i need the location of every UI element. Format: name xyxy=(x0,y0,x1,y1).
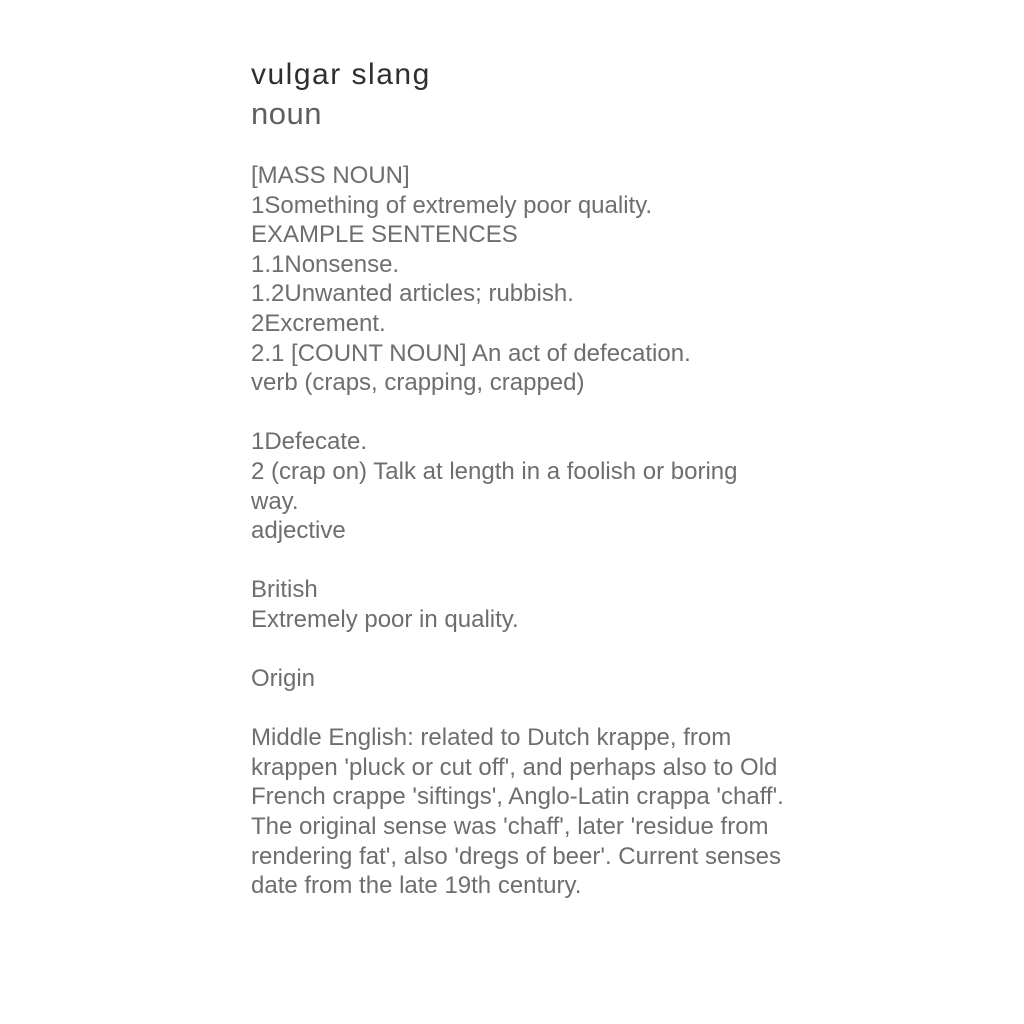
entry-line: EXAMPLE SENTENCES xyxy=(251,221,518,249)
entry-line: krappen 'pluck or cut off', and perhaps also to Old xyxy=(251,753,778,781)
register-label: vulgar slang xyxy=(251,58,431,91)
entry-line: rendering fat', also 'dregs of beer'. Current senses xyxy=(251,842,782,870)
entry-line: 1Something of extremely poor quality. xyxy=(251,191,653,219)
entry-line: 1.1Nonsense. xyxy=(251,250,400,278)
entry-line: date from the late 19th century. xyxy=(251,872,582,900)
origin-heading-block xyxy=(251,664,891,694)
entry-body xyxy=(251,161,891,901)
entry-line: [MASS NOUN] xyxy=(251,162,410,189)
entry-line: 2 (crap on) Talk at length in a foolish or boring xyxy=(251,457,738,485)
entry-line: British xyxy=(251,576,318,604)
entry-line: Extremely poor in quality. xyxy=(251,605,519,633)
entry-line: 2Excrement. xyxy=(251,309,386,337)
entry-line: Middle English: related to Dutch krappe, from xyxy=(251,724,732,752)
part-of-speech-heading: noun xyxy=(251,96,322,131)
origin-heading: Origin xyxy=(251,665,316,693)
entry-line: 1Defecate. xyxy=(251,428,368,456)
adjective-sense-block xyxy=(251,575,891,634)
entry-line: verb (craps, crapping, crapped) xyxy=(251,369,585,397)
entry-content xyxy=(251,56,891,901)
entry-line: The original sense was 'chaff', later 'residue from xyxy=(251,813,769,841)
etymology-block xyxy=(251,723,891,901)
entry-line: way. xyxy=(251,487,299,515)
noun-senses-block xyxy=(251,161,891,398)
entry-line: 1.2Unwanted articles; rubbish. xyxy=(251,280,574,308)
entry-line: French crappe 'siftings', Anglo-Latin crappa 'chaff'. xyxy=(251,783,784,811)
entry-line: 2.1 [COUNT NOUN] An act of defecation. xyxy=(251,339,691,367)
entry-line: adjective xyxy=(251,517,346,545)
verb-senses-block xyxy=(251,427,891,545)
